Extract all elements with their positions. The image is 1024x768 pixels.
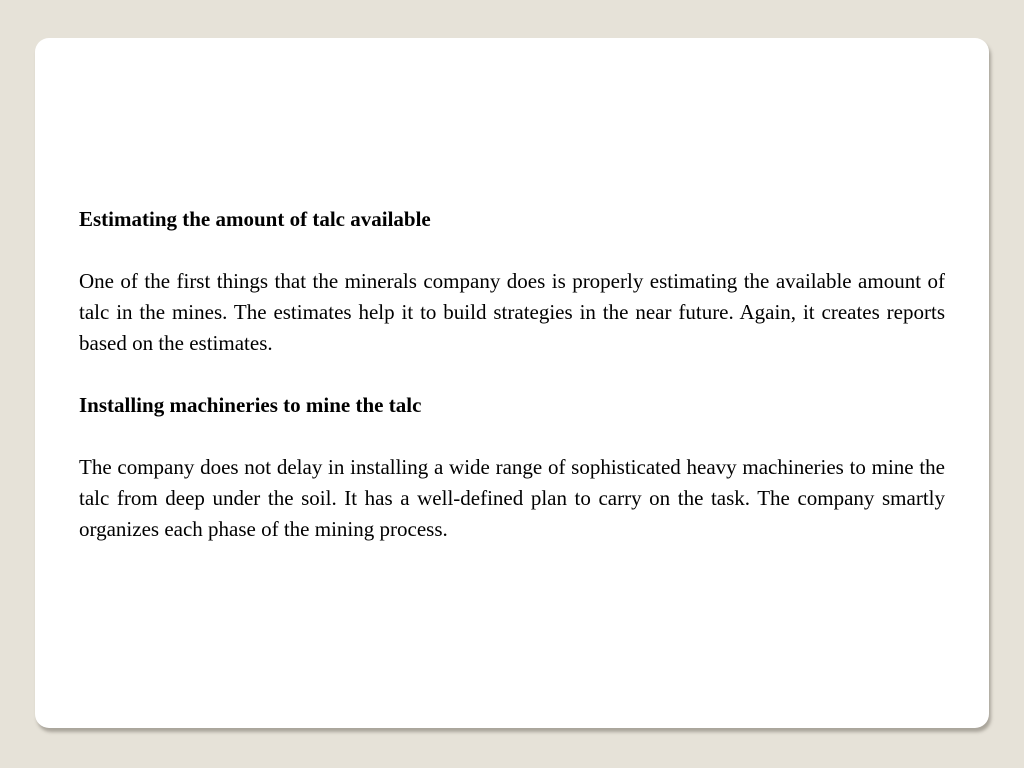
section-body-estimating: One of the first things that the minerals company does is properly estimating the available amount of talc in the mines. The estimates help it to build strategies in the near future. Again, it creates reports based on the estimates. (79, 269, 945, 355)
slide-content (79, 204, 945, 576)
section-heading-estimating: Estimating the amount of talc available (79, 207, 431, 231)
section-body-installing: The company does not delay in installing a wide range of sophisticated heavy machineries to mine the talc from deep under the soil. It has a well-defined plan to carry on the task. The company smartly organizes each phase of the mining process. (79, 455, 945, 541)
slide-card (35, 38, 989, 728)
section-heading-installing: Installing machineries to mine the talc (79, 393, 422, 417)
